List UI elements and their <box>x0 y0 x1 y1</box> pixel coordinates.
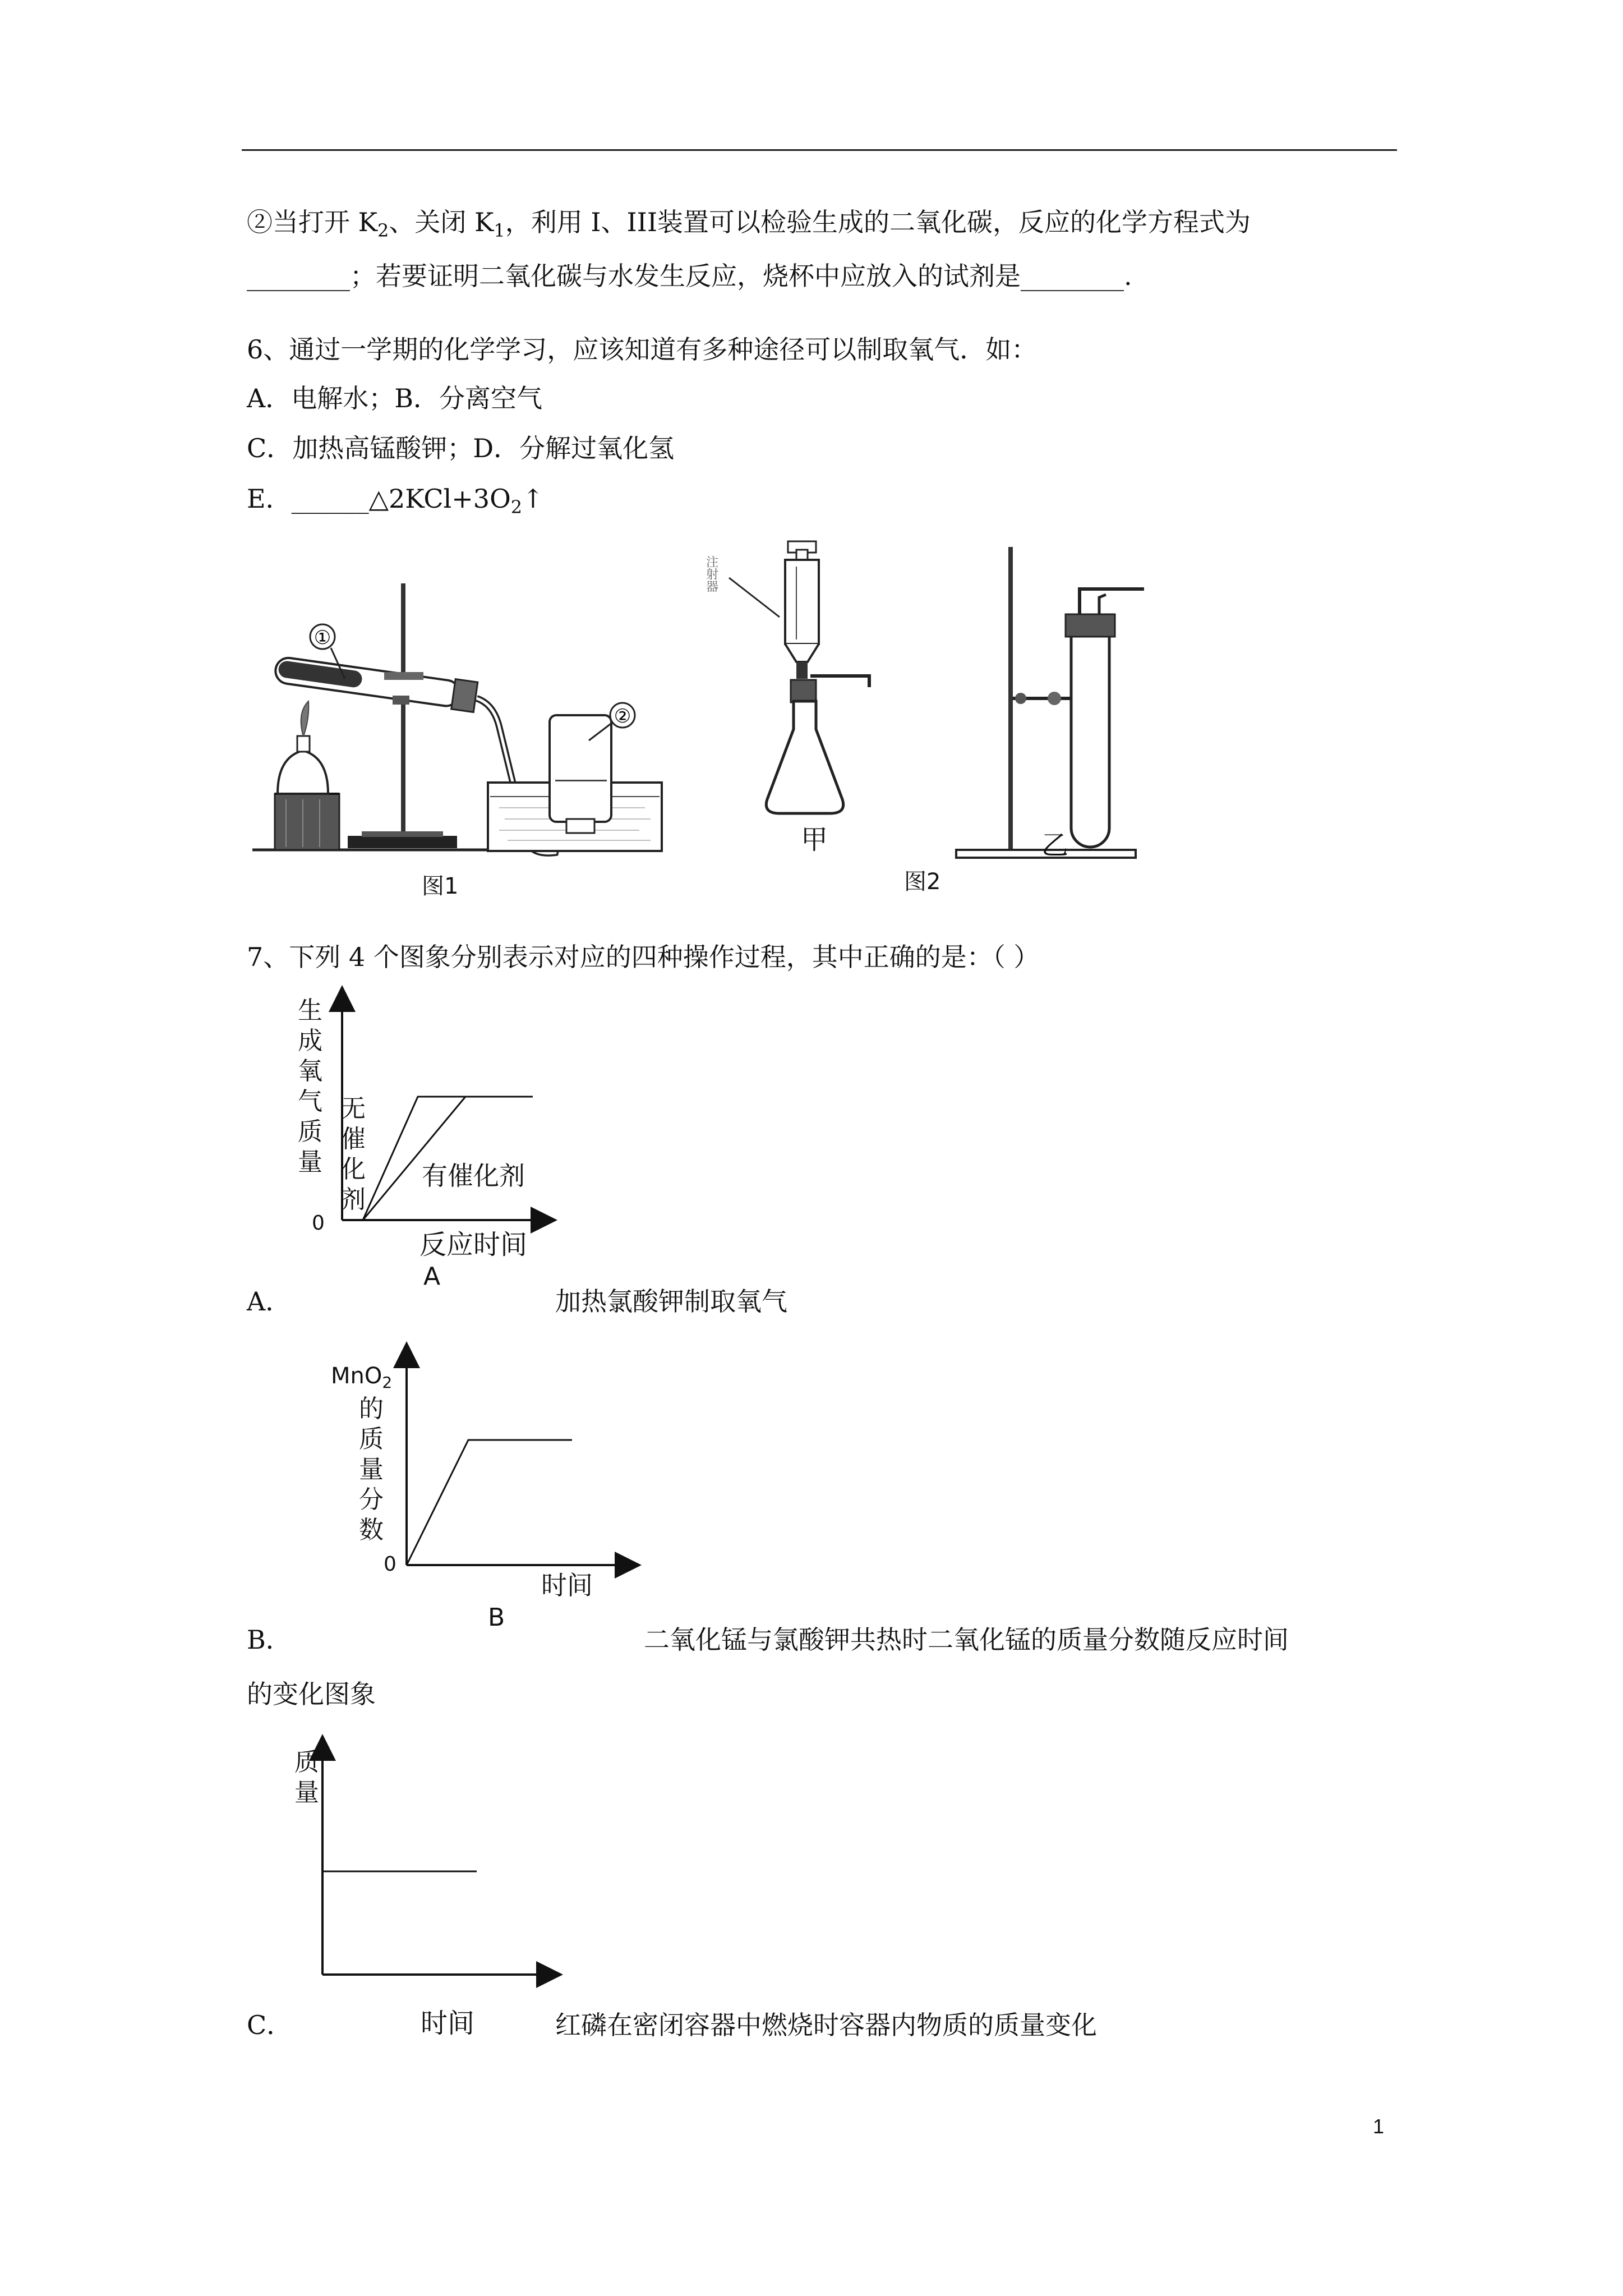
figure-1-caption: 图1 <box>422 873 459 899</box>
q7-option-a-prefix: A． <box>247 1286 292 1317</box>
q5-line2: ________；若要证明二氧化碳与水发生反应，烧杯中应放入的试剂是________. <box>247 261 1132 291</box>
header-rule <box>242 149 1397 151</box>
graph-b-ylabel-formula: MnO$_2$ <box>331 1363 393 1392</box>
q7-stem: 7、下列 4 个图象分别表示对应的四种操作过程，其中正确的是：（ ） <box>247 942 1040 972</box>
figure-2-caption: 图2 <box>904 869 941 895</box>
q6-option-cd: C．加热高锰酸钾；D．分解过氧化氢 <box>247 433 675 463</box>
graph-a-ylabel: 生成氧气质量 <box>298 996 322 1176</box>
q7-option-b-prefix: B． <box>247 1625 292 1655</box>
q5-line1: ②当打开 $K_2$、关闭 $K_1$，利用 I、III装置可以检验生成的二氧化碳，反应的化学方程式为 <box>247 207 1251 241</box>
svg-text:②: ② <box>614 705 631 728</box>
graph-a-xlabel: 反应时间 <box>419 1229 528 1260</box>
graph-c <box>314 1739 561 1980</box>
graph-b-origin: 0 <box>384 1553 396 1576</box>
svg-text:①: ① <box>313 627 331 649</box>
graph-b-ylabel: 的质量分数 <box>359 1395 384 1544</box>
figure-2-label-jia: 甲 <box>801 824 828 855</box>
syringe-label: 注射器 <box>704 555 718 592</box>
graph-a-curve2-label: 有催化剂 <box>422 1161 525 1191</box>
figure-1-apparatus <box>252 572 679 909</box>
q7-option-c-prefix: C． <box>247 2010 293 2040</box>
page-number: 1 <box>1373 2115 1385 2138</box>
q6-option-e: E．$\_\_\_\_\_\_\triangle 2KCl+3O_2↑$ <box>247 484 544 518</box>
q7-option-b-desc: 二氧化锰与氯酸钾共热时二氧化锰的质量分数随反应时间 <box>644 1625 1289 1655</box>
q7-option-b-desc-cont: 的变化图象 <box>247 1679 376 1709</box>
graph-a-letter: A <box>423 1262 441 1291</box>
figure-2-apparatus <box>704 533 1166 898</box>
q7-option-a-desc: 加热氯酸钾制取氧气 <box>555 1286 787 1317</box>
q6-option-ab: A．电解水；B．分离空气 <box>247 383 543 413</box>
graph-a-curve1-label: 无催化剂 <box>341 1094 366 1214</box>
graph-b-xlabel: 时间 <box>541 1570 593 1600</box>
graph-b <box>381 1346 645 1627</box>
graph-c-ylabel: 质量 <box>294 1748 319 1807</box>
graph-c-xlabel: 时间 <box>421 2008 475 2039</box>
q7-option-c-desc: 红磷在密闭容器中燃烧时容器内物质的质量变化 <box>555 2010 1097 2040</box>
graph-b-letter: B <box>488 1603 505 1632</box>
q6-stem: 6、通过一学期的化学学习，应该知道有多种途径可以制取氧气．如： <box>247 334 1038 365</box>
figure-2-label-yi: 乙 <box>1041 830 1069 861</box>
graph-a-origin: 0 <box>312 1212 325 1235</box>
